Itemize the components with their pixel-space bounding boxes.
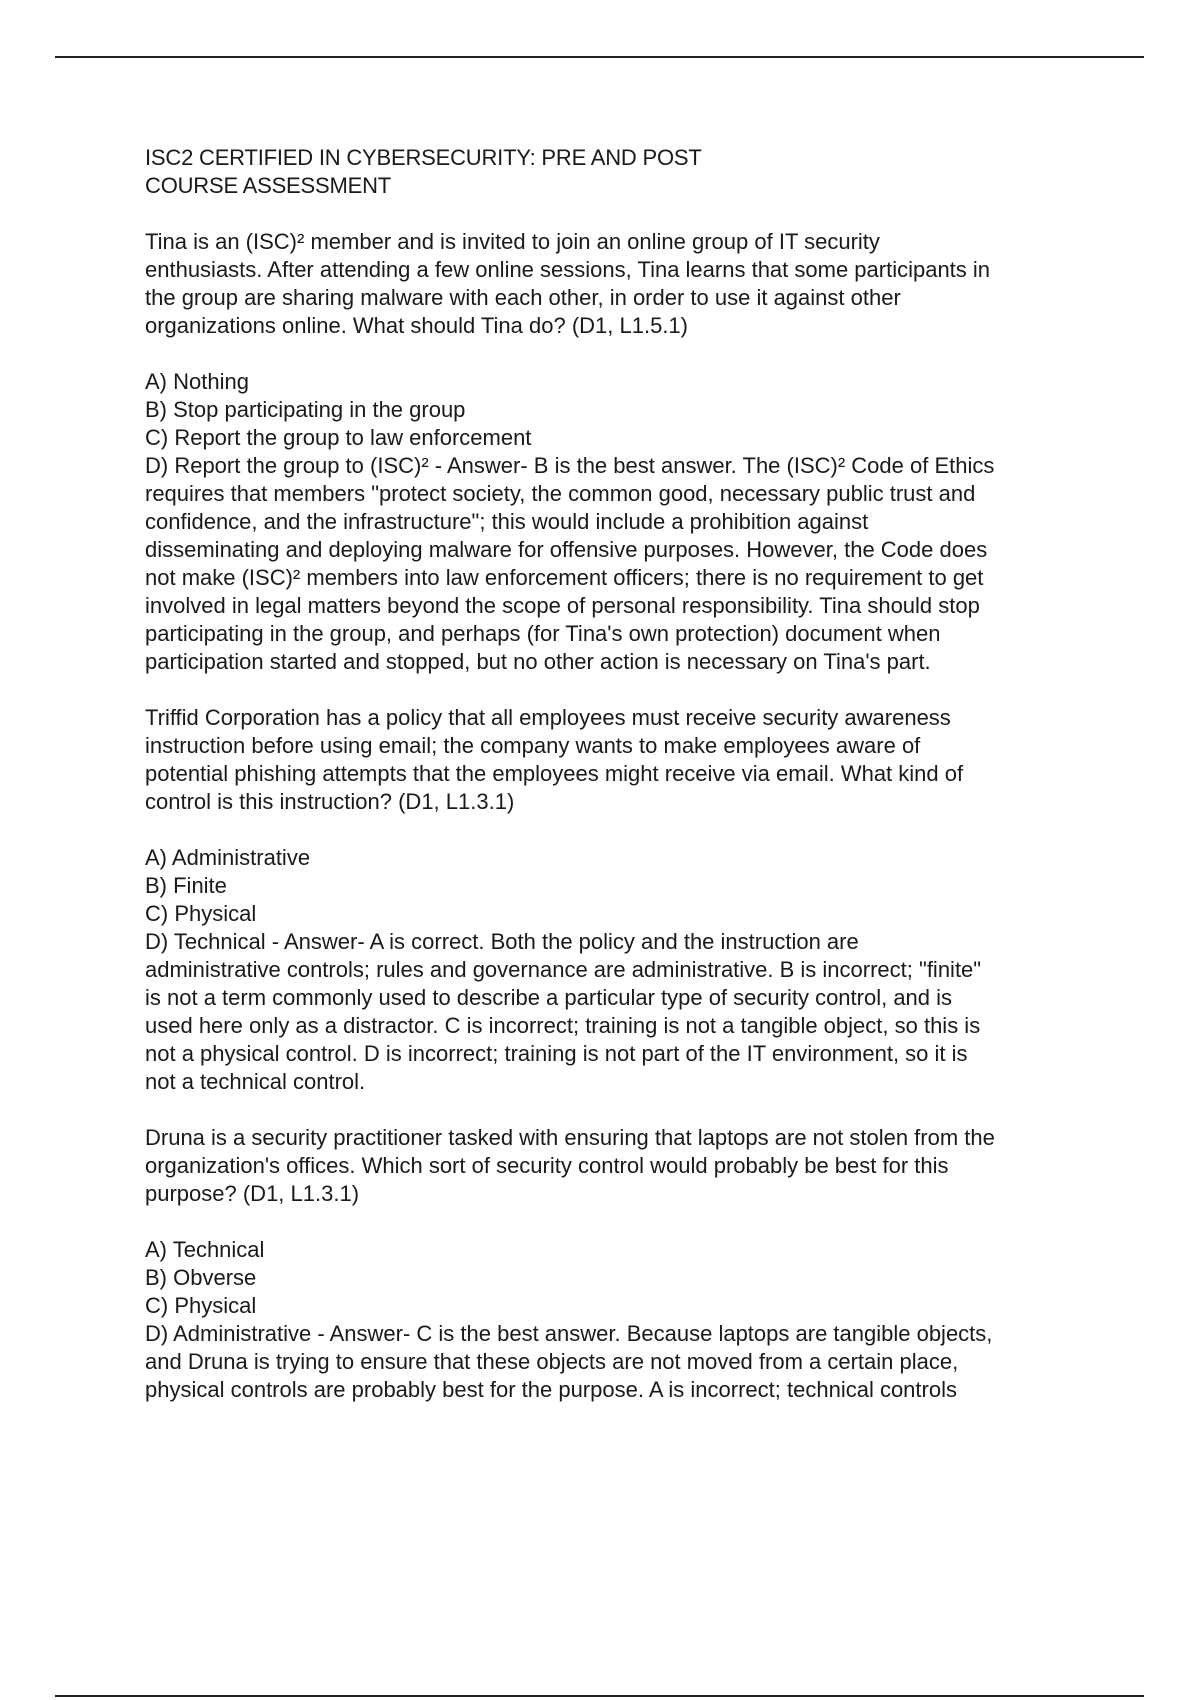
question-block-3 (145, 1124, 1145, 1404)
top-divider (55, 56, 1144, 58)
option-d-answer: D) Administrative - Answer- C is the best answer. Because laptops are tangible objects, (145, 1321, 993, 1346)
question-block-1 (145, 228, 1145, 676)
answer-explanation-line: not make (ISC)² members into law enforcement officers; there is no requirement to get (145, 565, 984, 590)
question-line: enthusiasts. After attending a few online sessions, Tina learns that some participants in (145, 257, 991, 282)
document-title (145, 144, 1145, 200)
question-line: Triffid Corporation has a policy that all employees must receive security awareness (145, 705, 951, 730)
answer-explanation-line: is not a term commonly used to describe a particular type of security control, and is (145, 985, 953, 1010)
question-line: Tina is an (ISC)² member and is invited to join an online group of IT security (145, 229, 880, 254)
answer-explanation-line: confidence, and the infrastructure"; this would include a prohibition against (145, 509, 869, 534)
question-line: Druna is a security practitioner tasked with ensuring that laptops are not stolen from the (145, 1125, 995, 1150)
option-c: C) Physical (145, 901, 257, 926)
title-line: ISC2 CERTIFIED IN CYBERSECURITY: PRE AND POST (145, 145, 702, 170)
document-body (145, 144, 1145, 1404)
answer-explanation-line: administrative controls; rules and governance are administrative. B is incorrect; "finite" (145, 957, 982, 982)
question-line: the group are sharing malware with each other, in order to use it against other (145, 285, 901, 310)
question-line: organizations online. What should Tina do? (D1, L1.5.1) (145, 313, 688, 338)
option-d-answer: D) Technical - Answer- A is correct. Both the policy and the instruction are (145, 929, 859, 954)
option-c: C) Physical (145, 1293, 257, 1318)
answer-explanation-line: not a physical control. D is incorrect; training is not part of the IT environment, so it is (145, 1041, 968, 1066)
bottom-divider (55, 1695, 1144, 1697)
option-d-answer: D) Report the group to (ISC)² - Answer- B is the best answer. The (ISC)² Code of Ethics (145, 453, 995, 478)
answer-explanation-line: used here only as a distractor. C is incorrect; training is not a tangible object, so this is (145, 1013, 981, 1038)
option-a: A) Nothing (145, 369, 249, 394)
option-b: B) Finite (145, 873, 227, 898)
option-b: B) Obverse (145, 1265, 257, 1290)
question-text (145, 228, 1145, 340)
option-c: C) Report the group to law enforcement (145, 425, 532, 450)
question-line: instruction before using email; the company wants to make employees aware of (145, 733, 921, 758)
option-b: B) Stop participating in the group (145, 397, 466, 422)
title-line: COURSE ASSESSMENT (145, 173, 391, 198)
question-text (145, 704, 1145, 816)
question-line: potential phishing attempts that the employees might receive via email. What kind of (145, 761, 964, 786)
answer-explanation-line: and Druna is trying to ensure that these objects are not moved from a certain place, (145, 1349, 959, 1374)
option-a: A) Technical (145, 1237, 265, 1262)
question-line: purpose? (D1, L1.3.1) (145, 1181, 360, 1206)
answer-explanation-line: disseminating and deploying malware for offensive purposes. However, the Code does (145, 537, 988, 562)
option-a: A) Administrative (145, 845, 311, 870)
question-line: control is this instruction? (D1, L1.3.1) (145, 789, 515, 814)
answer-options (145, 1236, 1145, 1404)
answer-explanation-line: participation started and stopped, but no other action is necessary on Tina's part. (145, 649, 931, 674)
answer-explanation-line: physical controls are probably best for the purpose. A is incorrect; technical controls (145, 1377, 957, 1402)
answer-options (145, 368, 1145, 676)
answer-options (145, 844, 1145, 1096)
question-text (145, 1124, 1145, 1208)
question-block-2 (145, 704, 1145, 1096)
answer-explanation-line: participating in the group, and perhaps (for Tina's own protection) document when (145, 621, 941, 646)
question-line: organization's offices. Which sort of security control would probably be best for this (145, 1153, 949, 1178)
answer-explanation-line: requires that members "protect society, the common good, necessary public trust and (145, 481, 976, 506)
answer-explanation-line: involved in legal matters beyond the scope of personal responsibility. Tina should stop (145, 593, 980, 618)
answer-explanation-line: not a technical control. (145, 1069, 366, 1094)
